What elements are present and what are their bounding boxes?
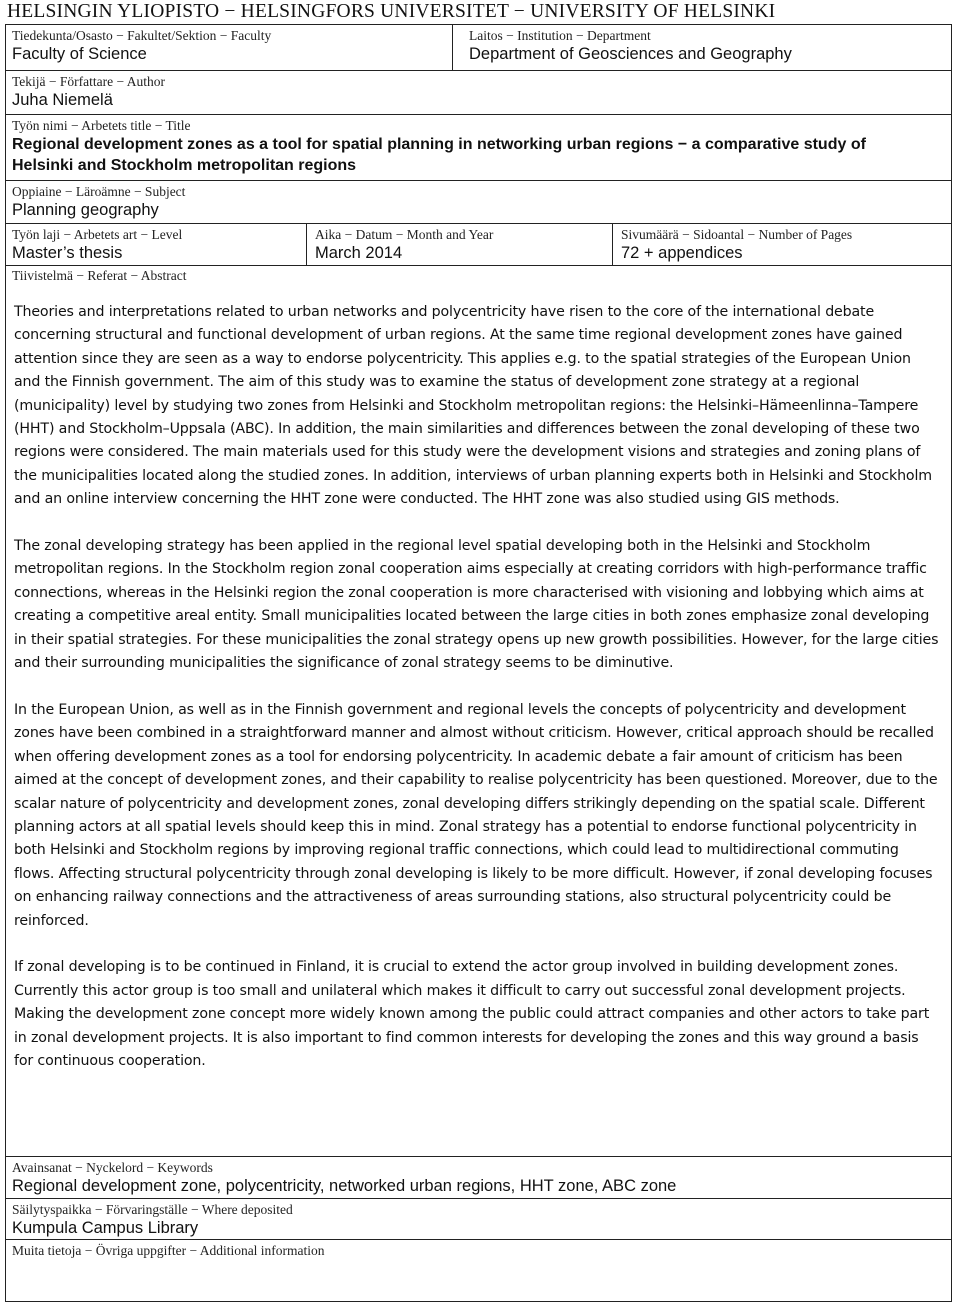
pages-label: Sivumäärä − Sidoantal − Number of Pages xyxy=(621,227,853,242)
deposited-value: Kumpula Campus Library xyxy=(12,1219,199,1237)
subject-label: Oppiaine − Läroämne − Subject xyxy=(12,184,186,199)
author-cell xyxy=(6,71,951,114)
title-cell xyxy=(6,115,951,180)
abstract-paragraph: In the European Union, as well as in the Finnish government and regional levels the concepts of polycentricity and development zones have been combined in a straightforward manner and almost without criticism. However, critical approach should be recalled when offering development zones as a tool for endorsing polycentricity. In academic debate a fair amount of criticism has been aimed at the concept of development zones, and their capability to realise polycentricity has been questioned. Moreover, due to the scalar nature of polycentricity and development zones, zonal developing differs strikingly depending on the spatial scale. Different planning actors at all spatial levels should keep this in mind. Zonal strategy has a potential to endorse functional polycentricity in both Helsinki and Stockholm regions by improving regional traffic connections, which could lead to multidirectional commuting flows. Affecting structural polycentricity through zonal developing is likely to be more difficult. However, if zonal developing focuses on enhancing railway connections and the attractiveness of areas surrounding stations, also structural polycentricity could be reinforced. xyxy=(14,701,938,929)
author-value: Juha Niemelä xyxy=(12,91,113,109)
abstract-paragraph: Theories and interpretations related to urban networks and polycentricity have risen to the core of the international debate concerning structural and functional development of urban regions. At the same time regional development zones have gained attention since they are seen as a way to endorse polycentricity. This applies e.g. to the spatial strategies of the European Union and the Finnish government. The aim of this study was to examine the status of development zone strategy at a regional (municipality) level by studying two zones from Helsinki and Stockholm metropolitan regions: the Helsinki–Hämeenlinna–Tampere (HHT) and Stockholm–Uppsala (ABC). In addition, the main similarities and differences between the zonal developing of these two regions were considered. The main materials used for this study were the development visions and strategies and zoning plans of the municipalities located along the studied zones. In addition, interviews of urban planning experts both in Helsinki and Stockholm and an online interview concerning the HHT zone were conducted. The HHT zone was also studied using GIS methods. xyxy=(14,304,932,508)
abstract-body xyxy=(14,301,941,1097)
department-value: Department of Geosciences and Geography xyxy=(469,45,792,63)
deposited-cell xyxy=(6,1199,951,1239)
abstract-label: Tiivistelmä − Referat − Abstract xyxy=(12,268,187,283)
author-label: Tekijä − Författare − Author xyxy=(12,74,165,89)
title-row xyxy=(6,115,951,181)
author-row xyxy=(6,71,951,115)
level-label: Työn laji − Arbetets art − Level xyxy=(12,227,183,242)
faculty-label: Tiedekunta/Osasto − Fakultet/Sektion − Faculty xyxy=(12,28,272,43)
abstract-label-box xyxy=(12,265,186,284)
additional-cell xyxy=(12,1240,951,1259)
keywords-cell xyxy=(6,1157,951,1198)
keywords-value: Regional development zone, polycentricity, networked urban regions, HHT zone, ABC zone xyxy=(12,1177,677,1195)
level-date-pages-row xyxy=(6,224,951,266)
date-label: Aika − Datum − Month and Year xyxy=(315,227,494,242)
faculty-value: Faculty of Science xyxy=(12,45,147,63)
keywords-row xyxy=(6,1156,951,1199)
pages-value: 72 + appendices xyxy=(621,244,743,262)
deposited-row xyxy=(6,1199,951,1240)
title-label: Työn nimi − Arbetets title − Title xyxy=(12,118,191,133)
department-label: Laitos − Institution − Department xyxy=(469,28,651,43)
university-header: HELSINGIN YLIOPISTO − HELSINGFORS UNIVERSITET − UNIVERSITY OF HELSINKI xyxy=(7,1,776,22)
subject-value: Planning geography xyxy=(12,201,159,219)
level-cell xyxy=(6,224,306,265)
faculty-department-row xyxy=(6,25,951,71)
faculty-cell xyxy=(6,25,452,70)
thesis-title: Regional development zones as a tool for spatial planning in networking urban regions − a comparative study of Helsinki and Stockholm metropolitan regions xyxy=(12,136,866,174)
additional-label: Muita tietoja − Övriga uppgifter − Additional information xyxy=(12,1243,325,1258)
abstract-form xyxy=(5,24,952,1302)
abstract-form-page xyxy=(5,0,955,1304)
keywords-label: Avainsanat − Nyckelord − Keywords xyxy=(12,1160,213,1175)
abstract-paragraph: If zonal developing is to be continued in Finland, it is crucial to extend the actor group involved in building development zones. Currently this actor group is too small and unilateral which makes it difficult to carry out successful zonal development projects. Making the development zone concept more widely known among the public could attract companies and other actors to take part in zonal development projects. It is also important to find common interests for developing the zones and this way ground a basis for continuous cooperation. xyxy=(14,959,930,1069)
deposited-label: Säilytyspaikka − Förvaringställe − Where deposited xyxy=(12,1202,293,1217)
pages-cell xyxy=(612,224,951,265)
department-cell xyxy=(452,25,951,70)
subject-row xyxy=(6,181,951,224)
abstract-paragraph: The zonal developing strategy has been applied in the regional level spatial developing both in the Helsinki and Stockholm metropolitan regions. In the Stockholm region zonal cooperation aims especially at creating corridors with high-performance traffic connections, whereas in the Helsinki region the zonal cooperation is more characterised with visioning and lobbying which aims at creating a competitive areal entity. Small municipalities located between the large cities in both zones emphasize zonal developing in their spatial strategies. For these municipalities the zonal strategy opens up new growth possibilities. However, for the large cities and their surrounding municipalities the significance of zonal strategy seems to be diminutive. xyxy=(14,538,939,672)
date-value: March 2014 xyxy=(315,244,403,262)
date-cell xyxy=(306,224,612,265)
subject-cell xyxy=(6,181,951,223)
level-value: Master’s thesis xyxy=(12,244,123,262)
